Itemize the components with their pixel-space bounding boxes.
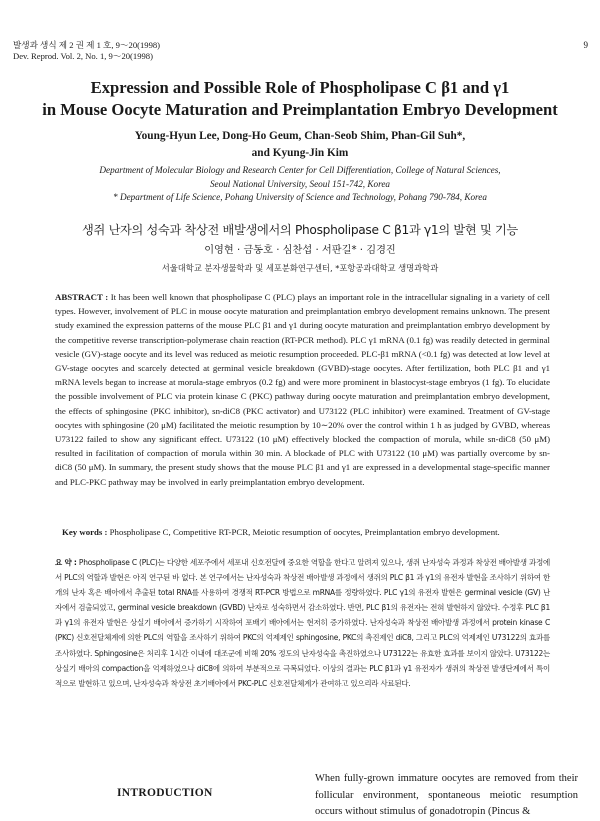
keywords-label: Key words : [62, 527, 108, 537]
korean-title: 생쥐 난자의 성숙과 착상전 배발생에서의 Phospholipase C β1과 γ1의 발현 및 기능 [82, 223, 518, 237]
author-list [20, 128, 580, 162]
abstract [55, 290, 550, 489]
abstract-text: It has been well known that phospholipase C (PLC) plays an important role in the intracellular signaling in a variety of cell types. However, involvement of PLC in mouse oocyte maturation and preimplantation embryo development remains unknown. The present study examined the expression patterns of the mouse PLC β1 and γ1 during oocyte maturation and preimplantation embryo development by the competitive reverse transcription-polymerase chain reaction (RT-PCR method). PLC γ1 mRNA (0.1 fg) was readily detected in germinal vesicle (GV)-stage oocyte and its level was reduced as meiotic resumption proceeded. PLC-β1 mRNA (<0.1 fg) was detected at low level at GV-stage oocytes and scarcely detected at germinal vesicle breakdown (GVBD)-stage oocytes. After fertilization, both PLC β1 and γ1 mRNA levels began to increase at morula-stage embryos (0.2 fg) and were more prominent in blastocyst-stage embryos (1 fg). To elucidate the possible involvement of PLC via protein kinase C (PKC) pathway during oocyte maturation and preimplantation embryo development, the effects of sphingosine (PKC inhibitor), sn-diC8 (PKC activator) and U73122 (PLC inhibitor) were examined. Treatment of GV-stage oocytes with sphingosine (20 μM) facilitated the meiotic resumption by 10∼20% over the control within 1 h as judged by GVBD, whereas U73122 failed to show any significant effect. U73122 (10 μM) effectively blocked the compaction of morula, while sn-diC8 (50 μM) resulted in facilitation of compaction of morula within 30 min. A blockade of PLC with U73122 (10 μM) was partially overcome by sn-diC8 (50 μM). In summary, the present study shows that the mouse PLC β1 and γ1 are expressed in a developmental stage-specific manner and PLC-PKC pathway may be involved in early preimplantation embryo development. [55, 292, 550, 487]
korean-abstract [55, 555, 550, 691]
journal-citation-english: Dev. Reprod. Vol. 2, No. 1, 9～20(1998) [13, 51, 153, 61]
korean-abstract-label: 요 약 : [55, 558, 77, 567]
introduction-text: When fully-grown immature oocytes are removed from their follicular environment, spontaneous meiotic resumption occurs without stimulus of gonadotropin (Pincus & [315, 773, 578, 817]
korean-abstract-text: Phospholipase C (PLC)는 다양한 세포주에서 세포내 신호전달에 중요한 역할을 한다고 알려져 있으나, 생쥐 난자성숙 과정과 착상전 배아발생 과정에서 PLC의 역할과 발현은 아직 연구된 바 없다. 본 연구에서는 난자성숙과 착상전 배아발생 과정에서 생쥐의 PLC β1 과 γ1의 유전자 발현을 조사하기 위하여 한 개의 난자 혹은 배아에서 추출된 total RNA를 사용하여 경쟁적 RT-PCR 방법으로 mRNA를 정량하였다. PLC γ1의 유전자 발현은 germinal vesicle (GV) 난자에서 검출되었고, germinal vesicle breakdown (GVBD) 난자로 성숙하면서 감소하였다. 반면, PLC β1의 유전자는 전혀 발현하지 않았다. 수정후 PLC β1과 γ1의 유전자 발현은 상실기 배아에서 증가하기 시작하여 포배기 배아에서는 현저히 증가하였다. 난자성숙과 착상전 배아발생 과정에서 protein kinase C (PKC) 신호전달체계에 의한 PLC의 역할을 조사하기 위하여 PKC의 억제제인 sphingosine, PKC의 촉진제인 diC8, 그리고 PLC의 억제제인 U73122의 효과를 조사하였다. Sphingosine은 처리후 1시간 이내에 대조군에 비해 20% 정도의 난자성숙을 촉진하였으나 U73122는 유효한 효과를 보이지 않았다. U73122는 상실기 배아의 compaction을 억제하였으나 diC8에 의하여 부분적으로 극복되었다. 이상의 결과는 PLC β1과 γ1 유전자가 생쥐의 착상전 발생단계에서 특이적으로 발현하고 있으며, 난자성숙과 착상전 초기배아에서 PKC-PLC 신호전달체계가 관여하고 있으리라 사료된다. [55, 558, 551, 688]
abstract-label: ABSTRACT : [55, 292, 109, 302]
article-title [20, 77, 580, 121]
introduction-heading: INTRODUCTION [117, 787, 213, 799]
authors-line-2: and Kyung-Jin Kim [251, 147, 349, 159]
page-number: 9 [583, 40, 588, 50]
korean-affiliation: 서울대학교 분자생물학과 및 세포분화연구센터, *포항공과대학교 생명과학과 [161, 263, 439, 273]
journal-citation-korean: 발생과 생식 제 2 권 제 1 호, 9～20(1998) [13, 40, 161, 50]
title-line-2: in Mouse Oocyte Maturation and Preimplantation Embryo Development [42, 100, 558, 119]
affiliation-line-3: * Department of Life Science, Pohang University of Science and Technology, Pohang 790-784, Korea [113, 192, 487, 202]
authors-line-1: Young-Hyun Lee, Dong-Ho Geum, Chan-Seob Shim, Phan-Gil Suh*, [134, 130, 466, 142]
keywords-text: Phospholipase C, Competitive RT-PCR, Meiotic resumption of oocytes, Preimplantation embryo development. [109, 527, 500, 537]
title-line-1: Expression and Possible Role of Phospholipase C β1 and γ1 [90, 78, 510, 97]
keywords [62, 526, 550, 539]
affiliations [20, 164, 580, 205]
affiliation-line-2: Seoul National University, Seoul 151-742, Korea [209, 178, 391, 189]
running-header [13, 40, 160, 62]
affiliation-line-1: Department of Molecular Biology and Research Center for Cell Differentiation, College of Natural Sciences, [99, 165, 501, 175]
korean-authors: 이영현 · 금동호 · 심찬섭 · 서판길* · 김경진 [204, 245, 396, 256]
